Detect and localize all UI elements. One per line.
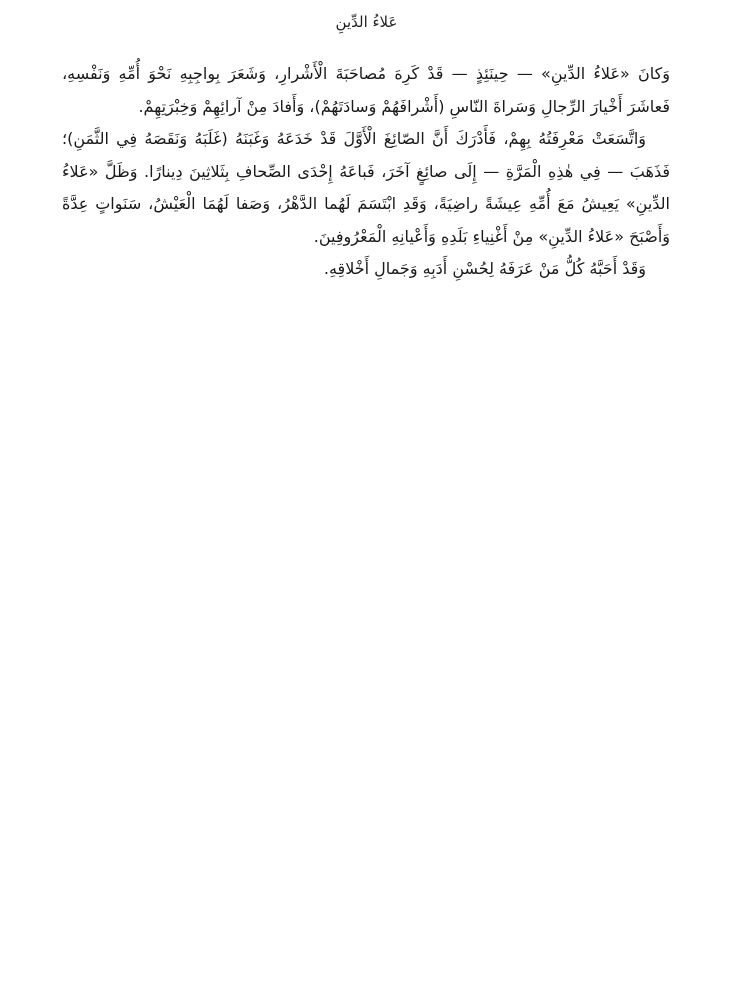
- paragraph-1: وَكانَ «عَلاءُ الدِّينِ» — حِينَئِذٍ — قَدْ كَرِهَ مُصاحَبَةَ الْأَشْرارِ، وَشَعَرَ بِواجِبِهِ نَحْوَ أُمِّهِ وَنَفْسِهِ، فَعاشَرَ أَخْيارَ الرِّجالِ وَسَراةَ النّاسِ (أَشْرافَهُمْ وَسادَتَهُمْ)، وَأَفادَ مِنْ آرائِهِمْ وَخِبْرَتِهِمْ.: [62, 64, 670, 116]
- paragraph-3: وَقَدْ أَحَبَّهُ كُلُّ مَنْ عَرَفَهُ لِحُسْنِ أَدَبِهِ وَجَمالِ أَخْلاقِهِ.: [323, 259, 646, 278]
- paragraph-2: وَاتَّسَعَتْ مَعْرِفَتُهُ بِهِمْ، فَأَدْرَكَ أَنَّ الصّائِغَ الْأَوَّلَ قَدْ خَدَعَهُ وَغَبَنَهُ (غَلَبَهُ وَنَقَصَهُ فِي الثَّمَنِ)؛ فَذَهَبَ — فِي هٰذِهِ الْمَرَّةِ — إِلَى صائِغٍ آخَرَ، فَباعَهُ إِحْدَى الصِّحافِ بِثَلاثِينَ دِينارًا. وَظَلَّ «عَلاءُ الدِّينِ» يَعِيشُ مَعَ أُمِّهِ عِيشَةً راضِيَةً، وَقَدِ ابْتَسَمَ لَهُما الدَّهْرُ، وَصَفا لَهُمَا الْعَيْشُ، سَنَواتٍ عِدَّةً وَأَصْبَحَ «عَلاءُ الدِّينِ» مِنْ أَغْنِياءِ بَلَدِهِ وَأَعْيانِهِ الْمَعْرُوفِينَ.: [62, 129, 670, 246]
- body-text: [62, 58, 670, 286]
- running-header-title: عَلاءُ الدِّينِ: [335, 13, 398, 31]
